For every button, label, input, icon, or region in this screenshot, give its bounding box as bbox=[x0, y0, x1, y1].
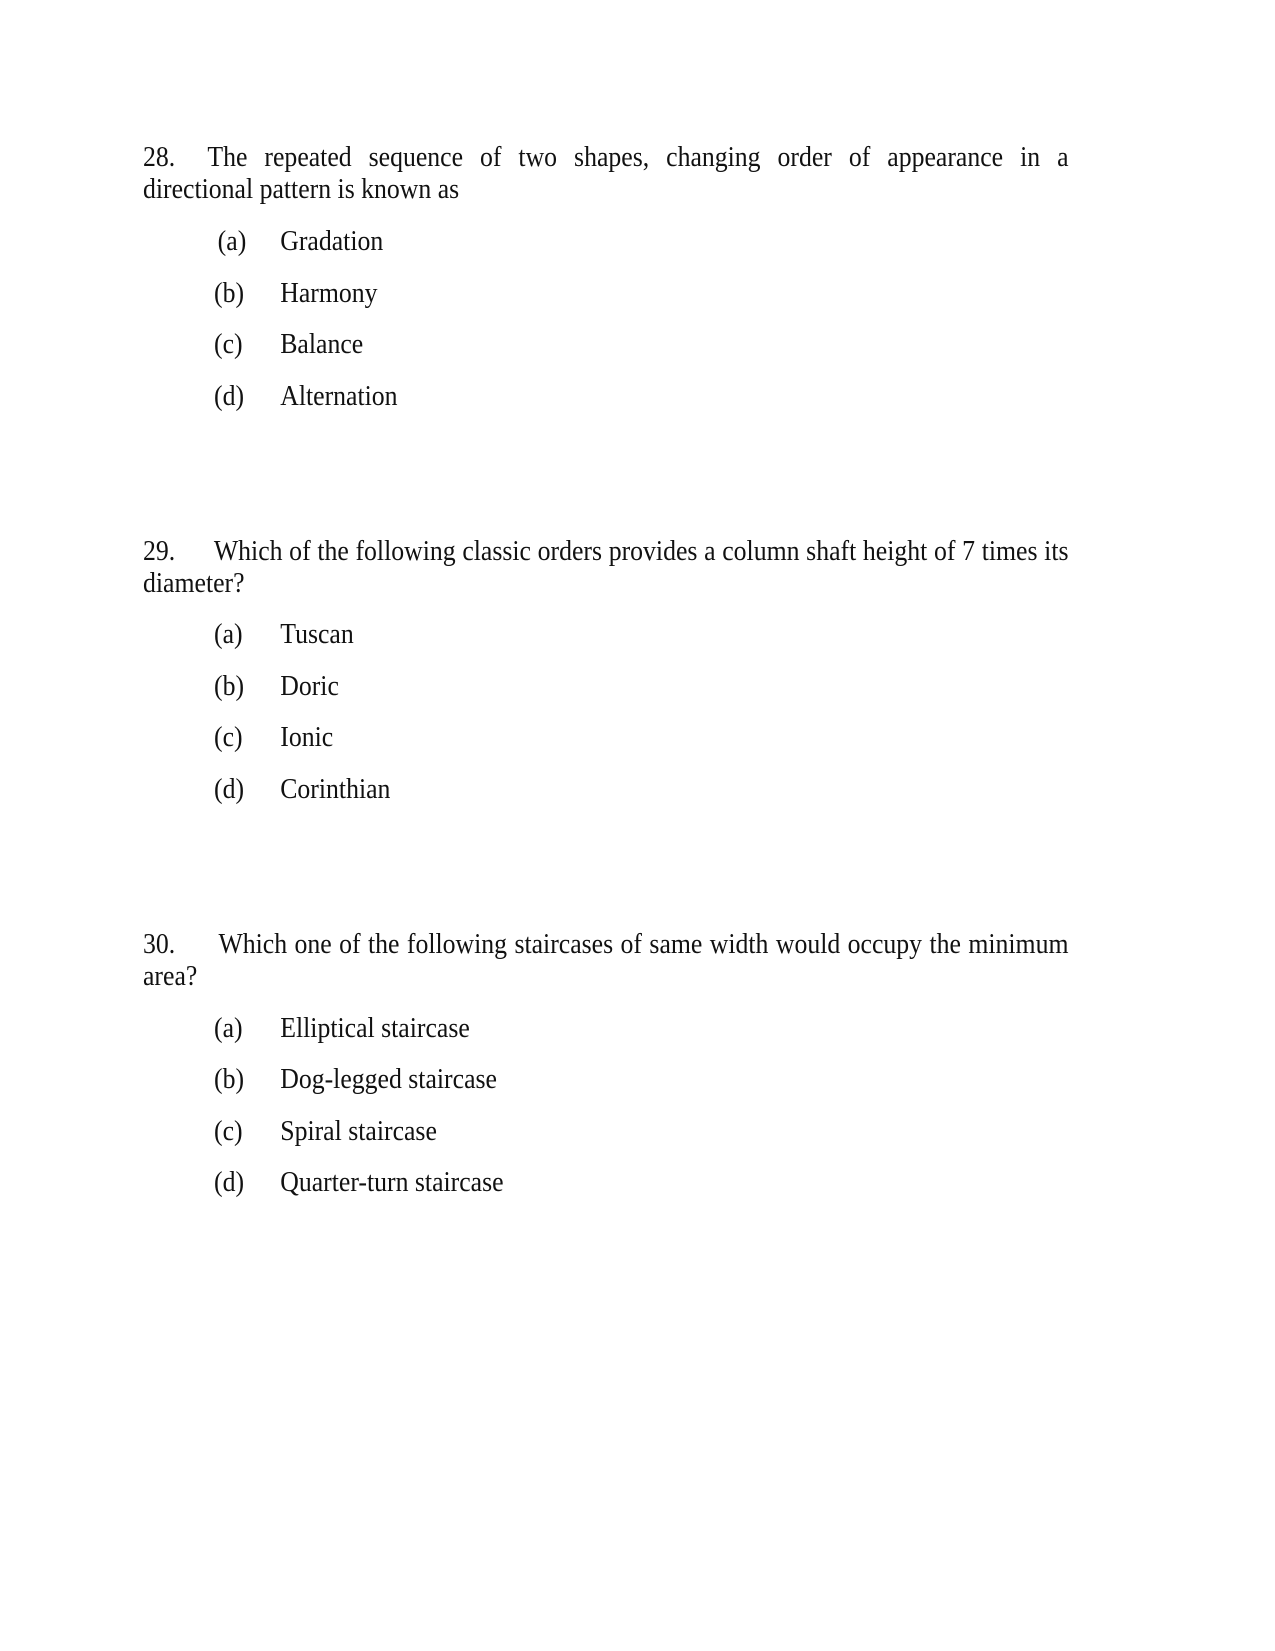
option-label: (c) bbox=[214, 1116, 243, 1147]
option-text: Alternation bbox=[280, 381, 398, 412]
question-number: 28. bbox=[143, 142, 176, 173]
option-label: (d) bbox=[214, 774, 245, 805]
question-text: The repeated sequence of two shapes, changing order of appearance in a directional pattern is known as bbox=[143, 142, 1069, 205]
option-text: Balance bbox=[280, 329, 364, 360]
option-text: Dog-legged staircase bbox=[280, 1064, 497, 1095]
question-29 bbox=[143, 536, 1069, 600]
option-text: Tuscan bbox=[280, 619, 354, 650]
option-text: Spiral staircase bbox=[280, 1116, 437, 1147]
option-label: (b) bbox=[214, 1064, 245, 1095]
option-label: (a) bbox=[214, 619, 243, 650]
option-label: (a) bbox=[217, 226, 247, 257]
option-label: (b) bbox=[214, 278, 245, 309]
option-label: (c) bbox=[214, 722, 243, 753]
question-number: 30. bbox=[143, 929, 176, 960]
option-label: (a) bbox=[214, 1013, 243, 1044]
option-text: Harmony bbox=[280, 278, 378, 309]
option-label: (c) bbox=[214, 329, 243, 360]
question-text: Which of the following classic orders provides a column shaft height of 7 times its diameter? bbox=[143, 536, 1069, 599]
question-number: 29. bbox=[143, 536, 176, 567]
option-label: (d) bbox=[214, 1167, 245, 1198]
option-text: Doric bbox=[280, 671, 339, 702]
question-28 bbox=[143, 142, 1069, 206]
option-text: Corinthian bbox=[280, 774, 391, 805]
option-label: (d) bbox=[214, 381, 245, 412]
question-text: Which one of the following staircases of same width would occupy the minimum area? bbox=[143, 929, 1069, 992]
question-30 bbox=[143, 929, 1069, 993]
option-label: (b) bbox=[214, 671, 245, 702]
option-text: Quarter-turn staircase bbox=[280, 1167, 504, 1198]
option-text: Gradation bbox=[280, 226, 384, 257]
option-text: Elliptical staircase bbox=[280, 1013, 470, 1044]
option-text: Ionic bbox=[280, 722, 334, 753]
